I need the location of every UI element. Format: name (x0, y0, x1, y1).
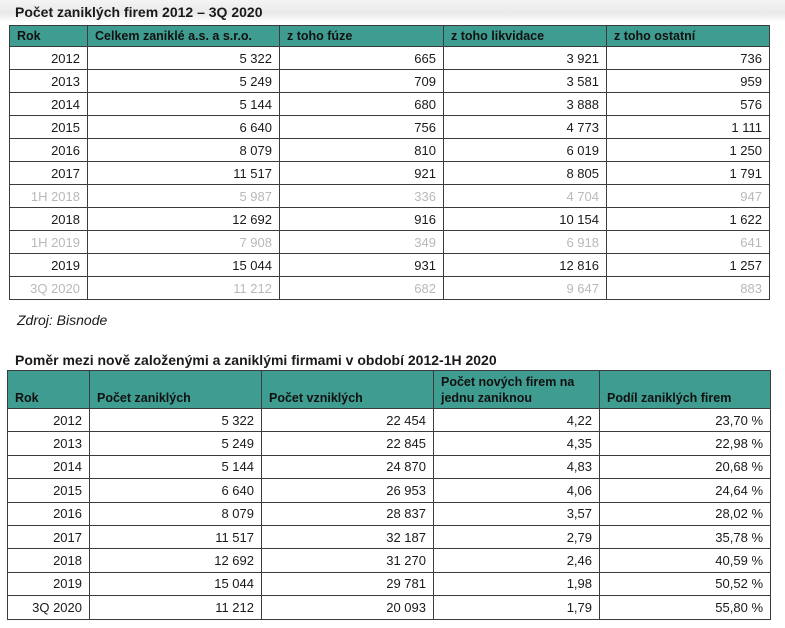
cell-fuze: 810 (280, 139, 444, 162)
table1-title: Počet zaniklých firem 2012 – 3Q 2020 (15, 4, 263, 20)
table-row (10, 277, 770, 300)
cell-rok: 1H 2019 (10, 231, 88, 254)
cell-rok: 2016 (10, 139, 88, 162)
cell-zaniklych: 11 212 (90, 596, 262, 619)
cell-rok: 2017 (10, 162, 88, 185)
cell-celkem: 7 908 (88, 231, 280, 254)
cell-rok: 2018 (10, 208, 88, 231)
cell-celkem: 5 322 (88, 47, 280, 70)
cell-podil: 22,98 % (600, 432, 771, 455)
col-header-vzniklych: Počet vzniklých (262, 371, 434, 409)
table-row (8, 549, 771, 572)
table-row (10, 116, 770, 139)
cell-likvidace: 6 019 (444, 139, 607, 162)
col-header-podil: Podíl zaniklých firem (600, 371, 771, 409)
cell-podil: 55,80 % (600, 596, 771, 619)
cell-celkem: 5 144 (88, 93, 280, 116)
cell-vzniklych: 20 093 (262, 596, 434, 619)
cell-likvidace: 4 704 (444, 185, 607, 208)
table-row (10, 185, 770, 208)
cell-likvidace: 3 888 (444, 93, 607, 116)
cell-vzniklych: 32 187 (262, 525, 434, 548)
cell-ostatni: 641 (607, 231, 770, 254)
cell-zaniklych: 8 079 (90, 502, 262, 525)
cell-celkem: 12 692 (88, 208, 280, 231)
cell-ostatni: 1 250 (607, 139, 770, 162)
cell-vzniklych: 26 953 (262, 479, 434, 502)
cell-podil: 20,68 % (600, 455, 771, 478)
cell-zaniklych: 5 249 (90, 432, 262, 455)
cell-fuze: 336 (280, 185, 444, 208)
cell-likvidace: 9 647 (444, 277, 607, 300)
cell-celkem: 8 079 (88, 139, 280, 162)
table-row (10, 47, 770, 70)
table-row (10, 208, 770, 231)
cell-ostatni: 883 (607, 277, 770, 300)
cell-vzniklych: 22 454 (262, 409, 434, 432)
cell-rok: 1H 2018 (10, 185, 88, 208)
table-row (10, 254, 770, 277)
cell-ostatni: 959 (607, 70, 770, 93)
cell-pomer: 2,46 (434, 549, 600, 572)
cell-zaniklych: 15 044 (90, 572, 262, 595)
cell-vzniklych: 24 870 (262, 455, 434, 478)
cell-rok: 2013 (10, 70, 88, 93)
cell-vzniklych: 22 845 (262, 432, 434, 455)
col-header-rok: Rok (8, 371, 90, 409)
cell-fuze: 756 (280, 116, 444, 139)
table-row (8, 596, 771, 619)
cell-likvidace: 6 918 (444, 231, 607, 254)
cell-zaniklych: 5 322 (90, 409, 262, 432)
cell-rok: 2019 (8, 572, 90, 595)
cell-rok: 2012 (10, 47, 88, 70)
table-row (10, 70, 770, 93)
cell-celkem: 11 212 (88, 277, 280, 300)
cell-pomer: 1,79 (434, 596, 600, 619)
source-note: Zdroj: Bisnode (17, 312, 108, 328)
cell-likvidace: 10 154 (444, 208, 607, 231)
cell-celkem: 6 640 (88, 116, 280, 139)
cell-fuze: 349 (280, 231, 444, 254)
cell-rok: 2018 (8, 549, 90, 572)
table-row (10, 93, 770, 116)
cell-celkem: 15 044 (88, 254, 280, 277)
cell-rok: 2013 (8, 432, 90, 455)
cell-pomer: 3,57 (434, 502, 600, 525)
cell-rok: 3Q 2020 (8, 596, 90, 619)
cell-pomer: 4,22 (434, 409, 600, 432)
cell-celkem: 11 517 (88, 162, 280, 185)
table-row (8, 479, 771, 502)
table-row (10, 139, 770, 162)
cell-rok: 2015 (10, 116, 88, 139)
cell-pomer: 4,06 (434, 479, 600, 502)
table-row (8, 409, 771, 432)
col-header-rok: Rok (10, 26, 88, 47)
cell-celkem: 5 249 (88, 70, 280, 93)
table2-title: Poměr mezi nově založenými a zaniklými firmami v období 2012-1H 2020 (15, 352, 497, 368)
cell-podil: 40,59 % (600, 549, 771, 572)
cell-ostatni: 1 622 (607, 208, 770, 231)
cell-fuze: 680 (280, 93, 444, 116)
cell-vzniklych: 28 837 (262, 502, 434, 525)
col-header-likvidace: z toho likvidace (444, 26, 607, 47)
cell-podil: 28,02 % (600, 502, 771, 525)
table1-header-row (10, 26, 770, 47)
col-header-zaniklych: Počet zaniklých (90, 371, 262, 409)
cell-celkem: 5 987 (88, 185, 280, 208)
cell-fuze: 665 (280, 47, 444, 70)
cell-rok: 3Q 2020 (10, 277, 88, 300)
cell-rok: 2014 (8, 455, 90, 478)
cell-pomer: 1,98 (434, 572, 600, 595)
cell-podil: 24,64 % (600, 479, 771, 502)
table-row (8, 502, 771, 525)
cell-rok: 2019 (10, 254, 88, 277)
cell-podil: 23,70 % (600, 409, 771, 432)
cell-zaniklych: 5 144 (90, 455, 262, 478)
cell-pomer: 4,83 (434, 455, 600, 478)
table2-header-row (8, 371, 771, 409)
cell-rok: 2012 (8, 409, 90, 432)
cell-vzniklych: 29 781 (262, 572, 434, 595)
table-row (8, 572, 771, 595)
cell-fuze: 916 (280, 208, 444, 231)
cell-ostatni: 576 (607, 93, 770, 116)
table-row (10, 162, 770, 185)
cell-pomer: 2,79 (434, 525, 600, 548)
closed-firms-table (9, 25, 770, 300)
cell-fuze: 682 (280, 277, 444, 300)
table-row (10, 231, 770, 254)
table-row (8, 432, 771, 455)
cell-rok: 2016 (8, 502, 90, 525)
table-row (8, 455, 771, 478)
cell-likvidace: 4 773 (444, 116, 607, 139)
cell-ostatni: 1 791 (607, 162, 770, 185)
cell-fuze: 931 (280, 254, 444, 277)
col-header-pomer: Počet nových firem na jednu zaniknou (434, 371, 600, 409)
cell-podil: 35,78 % (600, 525, 771, 548)
cell-likvidace: 3 581 (444, 70, 607, 93)
cell-ostatni: 947 (607, 185, 770, 208)
cell-likvidace: 12 816 (444, 254, 607, 277)
cell-zaniklych: 11 517 (90, 525, 262, 548)
cell-ostatni: 1 111 (607, 116, 770, 139)
col-header-celkem: Celkem zaniklé a.s. a s.r.o. (88, 26, 280, 47)
table-row (8, 525, 771, 548)
ratio-table (7, 370, 771, 620)
cell-rok: 2014 (10, 93, 88, 116)
cell-podil: 50,52 % (600, 572, 771, 595)
cell-likvidace: 8 805 (444, 162, 607, 185)
col-header-fuze: z toho fúze (280, 26, 444, 47)
cell-vzniklych: 31 270 (262, 549, 434, 572)
cell-fuze: 921 (280, 162, 444, 185)
cell-ostatni: 736 (607, 47, 770, 70)
cell-likvidace: 3 921 (444, 47, 607, 70)
col-header-ostatni: z toho ostatní (607, 26, 770, 47)
cell-fuze: 709 (280, 70, 444, 93)
cell-rok: 2017 (8, 525, 90, 548)
cell-zaniklych: 6 640 (90, 479, 262, 502)
cell-pomer: 4,35 (434, 432, 600, 455)
cell-ostatni: 1 257 (607, 254, 770, 277)
cell-rok: 2015 (8, 479, 90, 502)
cell-zaniklych: 12 692 (90, 549, 262, 572)
